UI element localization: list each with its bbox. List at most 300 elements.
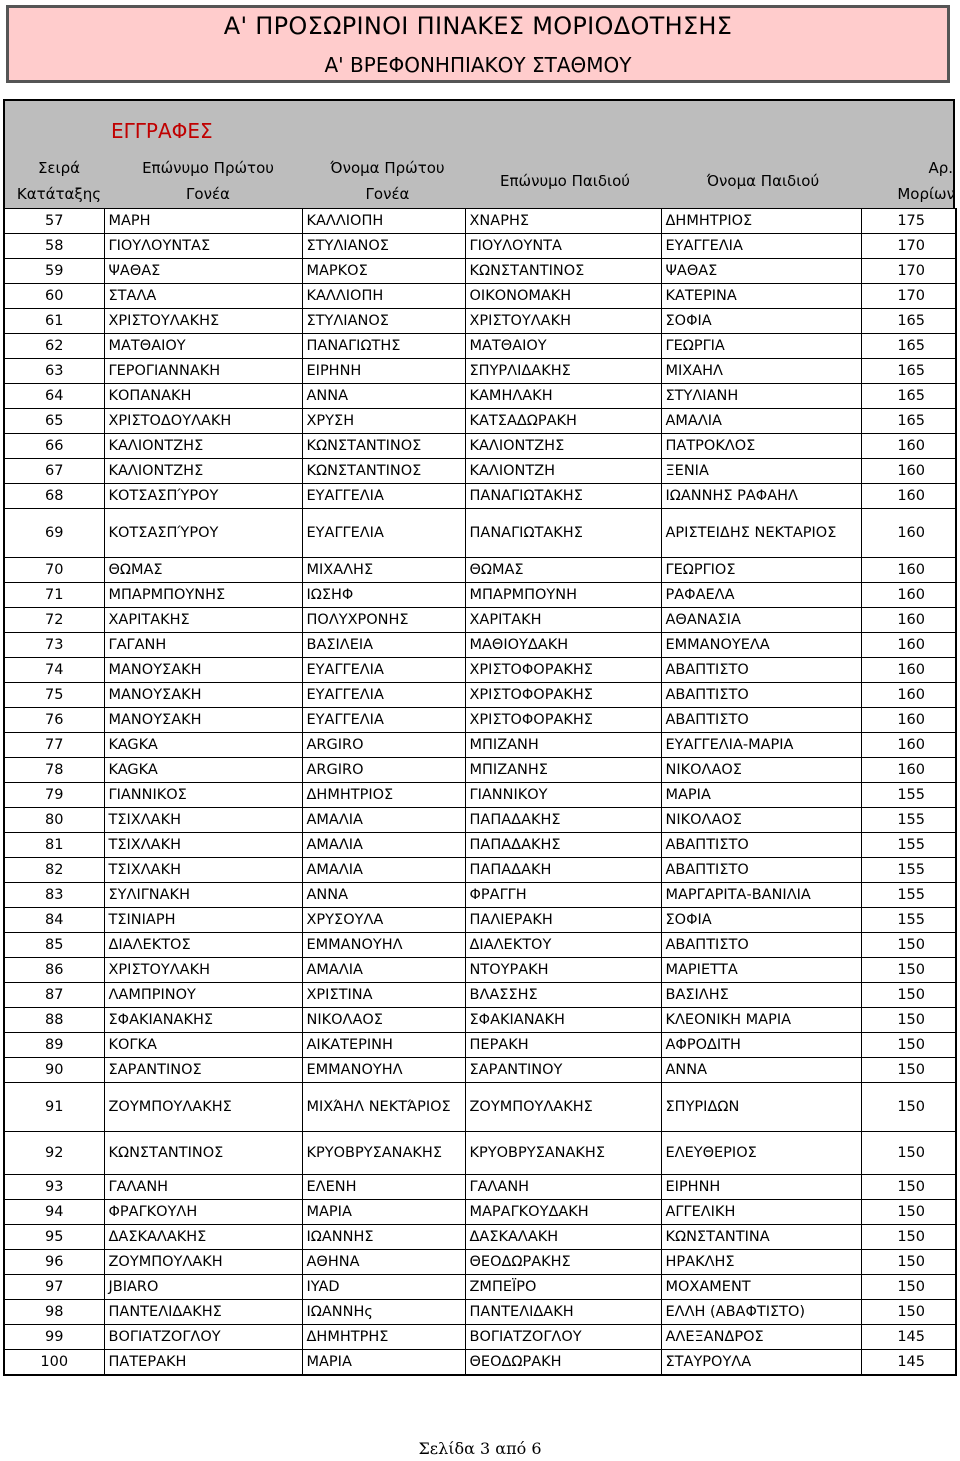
cell-rank: 80 [4, 808, 104, 833]
cell-points: 165 [861, 334, 956, 359]
cell-points: 150 [861, 1175, 956, 1200]
cell-child-name: ΓΕΩΡΓΙΟΣ [661, 558, 861, 583]
cell-rank: 79 [4, 783, 104, 808]
cell-parent-name: ΑΜΑΛΙΑ [302, 808, 465, 833]
cell-child-surname: ΦΡΑΓΓΗ [465, 883, 661, 908]
cell-child-name: ΠΑΤΡΟΚΛΟΣ [661, 434, 861, 459]
cell-child-name: ΣΠΥΡΙΔΩΝ [661, 1083, 861, 1132]
cell-points: 160 [861, 758, 956, 783]
table-row [4, 908, 956, 933]
ranking-table [3, 208, 957, 1376]
cell-points: 160 [861, 708, 956, 733]
cell-child-surname: ΠΑΠΑΔΑΚΗΣ [465, 808, 661, 833]
cell-parent-name: ΑΙΚΑΤΕΡΙΝΗ [302, 1033, 465, 1058]
cell-child-name: ΑΜΑΛΙΑ [661, 409, 861, 434]
table-row [4, 1300, 956, 1325]
cell-parent-surname: ΓΙΟΥΛΟΥΝΤΑΣ [104, 234, 302, 259]
cell-child-name: ΣΟΦΙΑ [661, 908, 861, 933]
cell-child-name: ΑΒΑΠΤΙΣΤΟ [661, 658, 861, 683]
section-title: ΕΓΓΡΑΦΕΣ [111, 119, 213, 143]
cell-parent-name: ΔΗΜΗΤΡΙΟΣ [302, 783, 465, 808]
cell-child-surname: ΜΑΤΘΑΙΟΥ [465, 334, 661, 359]
table-row [4, 933, 956, 958]
cell-points: 160 [861, 683, 956, 708]
table-row [4, 1132, 956, 1175]
cell-parent-surname: ΓΑΓΑΝΗ [104, 633, 302, 658]
cell-child-name: ΜΑΡΙΑ [661, 783, 861, 808]
cell-parent-name: ΙΩΑΝΝΗς [302, 1300, 465, 1325]
cell-parent-name: ΙΩΣΗΦ [302, 583, 465, 608]
cell-child-name: ΒΑΣΙΛΗΣ [661, 983, 861, 1008]
table-row [4, 983, 956, 1008]
cell-rank: 72 [4, 608, 104, 633]
cell-parent-name: ARGIRO [302, 733, 465, 758]
cell-rank: 60 [4, 284, 104, 309]
cell-parent-name: ΚΡΥΟΒΡΥΣΑΝΑΚΗΣ [302, 1132, 465, 1175]
cell-points: 155 [861, 808, 956, 833]
cell-child-surname: ΒΟΓΙΑΤΖΟΓΛΟΥ [465, 1325, 661, 1350]
cell-parent-name: ΧΡΥΣΟΥΛΑ [302, 908, 465, 933]
table-row [4, 284, 956, 309]
cell-points: 150 [861, 1033, 956, 1058]
cell-child-surname: ΖΜΠΕΪΡΟ [465, 1275, 661, 1300]
cell-child-surname: ΠΑΝΤΕΛΙΔΑΚΗ [465, 1300, 661, 1325]
cell-child-name: ΑΒΑΠΤΙΣΤΟ [661, 833, 861, 858]
table-row [4, 1058, 956, 1083]
cell-child-name: ΣΟΦΙΑ [661, 309, 861, 334]
cell-rank: 85 [4, 933, 104, 958]
cell-rank: 87 [4, 983, 104, 1008]
cell-points: 150 [861, 1275, 956, 1300]
cell-child-surname: ΓΙΟΥΛΟΥΝΤΑ [465, 234, 661, 259]
cell-points: 150 [861, 1058, 956, 1083]
cell-child-surname: ΜΑΡΑΓΚΟΥΔΑΚΗ [465, 1200, 661, 1225]
cell-parent-name: IYAD [302, 1275, 465, 1300]
cell-parent-name: ΔΗΜΗΤΡΗΣ [302, 1325, 465, 1350]
table-row [4, 833, 956, 858]
col-header-parent-name-line2: Γονέα [365, 185, 410, 203]
cell-child-name: ΚΛΕΟΝΙΚΗ ΜΑΡΙΑ [661, 1008, 861, 1033]
cell-child-name: ΑΝΝΑ [661, 1058, 861, 1083]
table-row [4, 309, 956, 334]
cell-rank: 78 [4, 758, 104, 783]
cell-child-surname: ΚΑΛΙΟΝΤΖΗ [465, 459, 661, 484]
cell-child-surname: ΚΑΜΗΛΑΚΗ [465, 384, 661, 409]
table-row [4, 384, 956, 409]
cell-child-name: ΑΒΑΠΤΙΣΤΟ [661, 858, 861, 883]
cell-points: 165 [861, 359, 956, 384]
cell-rank: 65 [4, 409, 104, 434]
cell-parent-name: ΑΝΝΑ [302, 384, 465, 409]
table-row [4, 608, 956, 633]
cell-child-name: ΨΑΘΑΣ [661, 259, 861, 284]
cell-parent-surname: ΠΑΤΕΡΑΚΗ [104, 1350, 302, 1376]
cell-rank: 83 [4, 883, 104, 908]
cell-parent-name: ΑΜΑΛΙΑ [302, 833, 465, 858]
col-header-parent-name [305, 155, 470, 207]
cell-parent-surname: ΤΣΙΧΛΑΚΗ [104, 833, 302, 858]
cell-child-surname: ΜΠΑΡΜΠΟΥΝΗ [465, 583, 661, 608]
cell-parent-surname: JBIARO [104, 1275, 302, 1300]
cell-child-surname: ΟΙΚΟΝΟΜΑΚΗ [465, 284, 661, 309]
cell-rank: 93 [4, 1175, 104, 1200]
cell-points: 160 [861, 608, 956, 633]
cell-points: 155 [861, 833, 956, 858]
cell-parent-surname: ΧΑΡΙΤΑΚΗΣ [104, 608, 302, 633]
table-row [4, 658, 956, 683]
cell-parent-name: ΑΘΗΝΑ [302, 1250, 465, 1275]
col-header-rank-line2: Κατάταξης [16, 185, 102, 203]
cell-rank: 64 [4, 384, 104, 409]
cell-child-name: ΑΒΑΠΤΙΣΤΟ [661, 708, 861, 733]
cell-parent-surname: ΨΑΘΑΣ [104, 259, 302, 284]
cell-points: 170 [861, 234, 956, 259]
cell-parent-surname: ΜΑΝΟΥΣΑΚΗ [104, 683, 302, 708]
cell-parent-surname: ΘΩΜΑΣ [104, 558, 302, 583]
cell-rank: 100 [4, 1350, 104, 1376]
cell-child-name: ΣΤΑΥΡΟΥΛΑ [661, 1350, 861, 1376]
cell-points: 155 [861, 883, 956, 908]
cell-points: 145 [861, 1350, 956, 1376]
table-row [4, 1350, 956, 1376]
cell-parent-surname: ΤΣΙΝΙΑΡΗ [104, 908, 302, 933]
cell-child-surname: ΚΑΤΣΑΔΩΡΑΚΗ [465, 409, 661, 434]
cell-child-surname: ΓΙΑΝΝΙΚΟΥ [465, 783, 661, 808]
cell-points: 150 [861, 933, 956, 958]
cell-parent-surname: ΣΥΛΙΓΝΑΚΗ [104, 883, 302, 908]
cell-child-surname: ΖΟΥΜΠΟΥΛΑΚΗΣ [465, 1083, 661, 1132]
cell-child-surname: ΒΛΑΣΣΗΣ [465, 983, 661, 1008]
cell-points: 150 [861, 1250, 956, 1275]
cell-child-surname: ΚΡΥΟΒΡΥΣΑΝΑΚΗΣ [465, 1132, 661, 1175]
table-row [4, 234, 956, 259]
table-row [4, 209, 956, 234]
cell-rank: 84 [4, 908, 104, 933]
cell-child-surname: ΧΑΡΙΤΑΚΗ [465, 608, 661, 633]
cell-rank: 96 [4, 1250, 104, 1275]
cell-child-surname: ΔΑΣΚΑΛΑΚΗ [465, 1225, 661, 1250]
col-header-rank [13, 155, 105, 207]
cell-parent-surname: ΓΙΑΝΝΙΚΟΣ [104, 783, 302, 808]
cell-parent-surname: ΚΑΛΙΟΝΤΖΗΣ [104, 459, 302, 484]
cell-child-surname: ΜΠΙΖΑΝΗ [465, 733, 661, 758]
cell-parent-name: ΑΜΑΛΙΑ [302, 958, 465, 983]
cell-parent-name: ΕΥΑΓΓΕΛΙΑ [302, 708, 465, 733]
table-row [4, 459, 956, 484]
cell-parent-name: ΑΝΝΑ [302, 883, 465, 908]
cell-points: 165 [861, 309, 956, 334]
cell-parent-surname: ΚΩΝΣΤΑΝΤΙΝΟΣ [104, 1132, 302, 1175]
cell-rank: 76 [4, 708, 104, 733]
cell-points: 160 [861, 583, 956, 608]
cell-parent-surname: ΜΑΝΟΥΣΑΚΗ [104, 708, 302, 733]
cell-parent-surname: ΜΑΝΟΥΣΑΚΗ [104, 658, 302, 683]
cell-parent-surname: ΤΣΙΧΛΑΚΗ [104, 808, 302, 833]
cell-points: 150 [861, 1132, 956, 1175]
cell-parent-name: ΝΙΚΟΛΑΟΣ [302, 1008, 465, 1033]
cell-points: 150 [861, 1300, 956, 1325]
cell-child-surname: ΠΕΡΑΚΗ [465, 1033, 661, 1058]
cell-rank: 58 [4, 234, 104, 259]
cell-parent-name: ΕΜΜΑΝΟΥΗΛ [302, 1058, 465, 1083]
cell-rank: 86 [4, 958, 104, 983]
cell-rank: 71 [4, 583, 104, 608]
cell-rank: 69 [4, 509, 104, 558]
cell-child-surname: ΚΑΛΙΟΝΤΖΗΣ [465, 434, 661, 459]
cell-child-name: ΚΩΝΣΤΑΝΤΙΝΑ [661, 1225, 861, 1250]
cell-parent-name: ΚΑΛΛΙΟΠΗ [302, 284, 465, 309]
cell-child-surname: ΧΡΙΣΤΟΦΟΡΑΚΗΣ [465, 708, 661, 733]
cell-child-name: ΜΑΡΓΑΡΙΤΑ-ΒΑΝΙΛΙΑ [661, 883, 861, 908]
cell-parent-name: ΕΥΑΓΓΕΛΙΑ [302, 658, 465, 683]
table-row [4, 509, 956, 558]
cell-child-name: ΕΜΜΑΝΟΥΕΛΑ [661, 633, 861, 658]
cell-child-name: ΣΤΥΛΙΑΝΗ [661, 384, 861, 409]
cell-rank: 77 [4, 733, 104, 758]
cell-parent-surname: ΔΑΣΚΑΛΑΚΗΣ [104, 1225, 302, 1250]
ranking-table-body [4, 209, 956, 1376]
cell-parent-name: ΚΩΝΣΤΑΝΤΙΝΟΣ [302, 434, 465, 459]
cell-child-name: ΚΑΤΕΡΙΝΑ [661, 284, 861, 309]
cell-parent-name: ΕΥΑΓΓΕΛΙΑ [302, 484, 465, 509]
table-row [4, 1275, 956, 1300]
cell-points: 155 [861, 908, 956, 933]
table-row [4, 1200, 956, 1225]
col-header-child-surname: Επώνυμο Παιδιού [500, 172, 630, 190]
cell-parent-name: ΣΤΥΛΙΑΝΟΣ [302, 309, 465, 334]
cell-points: 165 [861, 384, 956, 409]
cell-child-surname: ΠΑΛΙΕΡΑΚΗ [465, 908, 661, 933]
cell-parent-name: ΒΑΣΙΛΕΙΑ [302, 633, 465, 658]
cell-child-name: ΑΦΡΟΔΙΤΗ [661, 1033, 861, 1058]
col-header-points-line2: Μορίων [897, 185, 955, 203]
cell-points: 160 [861, 658, 956, 683]
cell-parent-name: ΜΙΧΑΛΗΣ [302, 558, 465, 583]
cell-child-name: ΕΛΕΥΘΕΡΙΟΣ [661, 1132, 861, 1175]
col-header-child-name: Όνομα Παιδιού [706, 172, 820, 190]
cell-rank: 63 [4, 359, 104, 384]
cell-child-name: ΑΘΑΝΑΣΙΑ [661, 608, 861, 633]
cell-points: 165 [861, 409, 956, 434]
cell-child-name: ΞΕΝΙΑ [661, 459, 861, 484]
cell-child-name: ΓΕΩΡΓΙΑ [661, 334, 861, 359]
cell-parent-name: ΠΟΛΥΧΡΟΝΗΣ [302, 608, 465, 633]
table-row [4, 783, 956, 808]
cell-points: 150 [861, 1225, 956, 1250]
cell-parent-surname: ΣΑΡΑΝΤΙΝΟΣ [104, 1058, 302, 1083]
cell-child-name: ΜΙΧΑΗΛ [661, 359, 861, 384]
cell-points: 145 [861, 1325, 956, 1350]
cell-rank: 57 [4, 209, 104, 234]
cell-parent-surname: ΔΙΑΛΕΚΤΟΣ [104, 933, 302, 958]
cell-points: 160 [861, 459, 956, 484]
cell-parent-surname: ΚΟΤΣΑΣΠΎΡΟΥ [104, 509, 302, 558]
cell-child-surname: ΘΕΟΔΩΡΑΚΗ [465, 1350, 661, 1376]
table-row [4, 484, 956, 509]
cell-parent-name: ΧΡΥΣΗ [302, 409, 465, 434]
cell-rank: 98 [4, 1300, 104, 1325]
cell-child-surname: ΠΑΝΑΓΙΩΤΑΚΗΣ [465, 509, 661, 558]
table-row [4, 259, 956, 284]
cell-parent-name: ΙΩΑΝΝΗΣ [302, 1225, 465, 1250]
cell-child-surname: ΠΑΠΑΔΑΚΗΣ [465, 833, 661, 858]
cell-parent-name: ΜΑΡΚΟΣ [302, 259, 465, 284]
table-row [4, 758, 956, 783]
cell-parent-surname: ΓΕΡΟΓΙΑΝΝΑΚΗ [104, 359, 302, 384]
col-header-rank-line1: Σειρά [37, 159, 81, 177]
cell-parent-surname: KAGKA [104, 758, 302, 783]
cell-points: 175 [861, 209, 956, 234]
col-header-parent-surname [109, 155, 307, 207]
cell-rank: 59 [4, 259, 104, 284]
table-row [4, 1250, 956, 1275]
page-subtitle: Α' ΒΡΕΦΟΝΗΠΙΑΚΟΥ ΣΤΑΘΜΟΥ [324, 53, 632, 77]
cell-parent-name: ΑΜΑΛΙΑ [302, 858, 465, 883]
cell-child-name: ΜΑΡΙΕΤΤΑ [661, 958, 861, 983]
cell-rank: 97 [4, 1275, 104, 1300]
cell-rank: 74 [4, 658, 104, 683]
cell-child-surname: ΘΕΟΔΩΡΑΚΗΣ [465, 1250, 661, 1275]
cell-child-name: ΙΩΑΝΝΗΣ ΡΑΦΑΗΛ [661, 484, 861, 509]
cell-child-name: ΑΛΕΞΑΝΔΡΟΣ [661, 1325, 861, 1350]
cell-child-name: ΕΥΑΓΓΕΛΙΑ-ΜΑΡΙΑ [661, 733, 861, 758]
table-row [4, 359, 956, 384]
cell-child-name: ΗΡΑΚΛΗΣ [661, 1250, 861, 1275]
table-row [4, 683, 956, 708]
table-row [4, 1175, 956, 1200]
cell-parent-surname: ΜΠΑΡΜΠΟΥΝΗΣ [104, 583, 302, 608]
cell-parent-surname: ΖΟΥΜΠΟΥΛΑΚΗΣ [104, 1083, 302, 1132]
col-header-points [863, 155, 957, 207]
cell-parent-surname: ΚΟΤΣΑΣΠΎΡΟΥ [104, 484, 302, 509]
cell-parent-name: ΚΑΛΛΙΟΠΗ [302, 209, 465, 234]
cell-points: 150 [861, 1083, 956, 1132]
cell-parent-name: ΕΥΑΓΓΕΛΙΑ [302, 509, 465, 558]
table-row [4, 1033, 956, 1058]
cell-parent-name: ΣΤΥΛΙΑΝΟΣ [302, 234, 465, 259]
cell-points: 160 [861, 434, 956, 459]
cell-child-name: ΡΑΦΑΕΛΑ [661, 583, 861, 608]
cell-parent-surname: ΧΡΙΣΤΟΥΛΑΚΗ [104, 958, 302, 983]
cell-child-surname: ΠΑΠΑΔΑΚΗ [465, 858, 661, 883]
cell-parent-surname: ΣΤΑΛΑ [104, 284, 302, 309]
cell-parent-surname: ΒΟΓΙΑΤΖΟΓΛΟΥ [104, 1325, 302, 1350]
cell-parent-name: ΕΛΕΝΗ [302, 1175, 465, 1200]
cell-parent-surname: ΓΑΛΑΝΗ [104, 1175, 302, 1200]
cell-parent-surname: ΧΡΙΣΤΟΔΟΥΛΑΚΗ [104, 409, 302, 434]
cell-child-surname: ΚΩΝΣΤΑΝΤΙΝΟΣ [465, 259, 661, 284]
cell-parent-surname: ΚΑΛΙΟΝΤΖΗΣ [104, 434, 302, 459]
cell-rank: 81 [4, 833, 104, 858]
cell-rank: 68 [4, 484, 104, 509]
table-row [4, 958, 956, 983]
cell-points: 160 [861, 733, 956, 758]
cell-points: 150 [861, 958, 956, 983]
cell-points: 160 [861, 558, 956, 583]
cell-child-name: ΝΙΚΟΛΑΟΣ [661, 808, 861, 833]
cell-child-surname: ΜΠΙΖΑΝΗΣ [465, 758, 661, 783]
cell-child-surname: ΣΠΥΡΛΙΔΑΚΗΣ [465, 359, 661, 384]
cell-points: 155 [861, 783, 956, 808]
table-row [4, 733, 956, 758]
cell-rank: 73 [4, 633, 104, 658]
cell-child-name: ΔΗΜΗΤΡΙΟΣ [661, 209, 861, 234]
col-header-parent-surname-line1: Επώνυμο Πρώτου [142, 159, 274, 177]
cell-rank: 75 [4, 683, 104, 708]
cell-child-name: ΑΡΙΣΤΕΙΔΗΣ ΝΕΚΤΑΡΙΟΣ [661, 509, 861, 558]
cell-child-name: ΑΒΑΠΤΙΣΤΟ [661, 683, 861, 708]
cell-child-surname: ΜΑΘΙΟΥΔΑΚΗ [465, 633, 661, 658]
cell-rank: 66 [4, 434, 104, 459]
cell-child-name: ΝΙΚΟΛΑΟΣ [661, 758, 861, 783]
cell-rank: 94 [4, 1200, 104, 1225]
cell-parent-name: ΜΑΡΙΑ [302, 1200, 465, 1225]
cell-parent-surname: KAGKA [104, 733, 302, 758]
cell-rank: 90 [4, 1058, 104, 1083]
page-footer: Σελίδα 3 από 6 [418, 1439, 542, 1458]
cell-child-surname: ΓΑΛΑΝΗ [465, 1175, 661, 1200]
cell-parent-surname: ΠΑΝΤΕΛΙΔΑΚΗΣ [104, 1300, 302, 1325]
cell-parent-surname: ΧΡΙΣΤΟΥΛΑΚΗΣ [104, 309, 302, 334]
table-row [4, 1325, 956, 1350]
cell-rank: 70 [4, 558, 104, 583]
cell-points: 150 [861, 983, 956, 1008]
cell-parent-name: ΚΩΝΣΤΑΝΤΙΝΟΣ [302, 459, 465, 484]
cell-parent-name: ΧΡΙΣΤΙΝΑ [302, 983, 465, 1008]
cell-parent-surname: ΖΟΥΜΠΟΥΛΑΚΗ [104, 1250, 302, 1275]
cell-parent-surname: ΤΣΙΧΛΑΚΗ [104, 858, 302, 883]
cell-parent-name: ΕΙΡΗΝΗ [302, 359, 465, 384]
table-row [4, 334, 956, 359]
table-header-section [3, 99, 955, 209]
col-header-parent-name-line1: Όνομα Πρώτου [330, 159, 445, 177]
cell-child-surname: ΘΩΜΑΣ [465, 558, 661, 583]
cell-parent-name: ΕΥΑΓΓΕΛΙΑ [302, 683, 465, 708]
cell-points: 150 [861, 1200, 956, 1225]
table-row [4, 583, 956, 608]
cell-rank: 99 [4, 1325, 104, 1350]
cell-child-name: ΕΛΛΗ (ΑΒΑΦΤΙΣΤΟ) [661, 1300, 861, 1325]
cell-points: 155 [861, 858, 956, 883]
cell-parent-surname: ΚΟΠΑΝΑΚΗ [104, 384, 302, 409]
cell-parent-name: ΜΑΡΙΑ [302, 1350, 465, 1376]
table-row [4, 808, 956, 833]
cell-child-surname: ΝΤΟΥΡΑΚΗ [465, 958, 661, 983]
cell-parent-surname: ΜΑΤΘΑΙΟΥ [104, 334, 302, 359]
cell-points: 150 [861, 1008, 956, 1033]
table-row [4, 558, 956, 583]
cell-parent-name: ARGIRO [302, 758, 465, 783]
table-row [4, 633, 956, 658]
table-row [4, 858, 956, 883]
table-row [4, 1225, 956, 1250]
title-box [6, 5, 950, 83]
cell-points: 160 [861, 484, 956, 509]
table-row [4, 409, 956, 434]
col-header-parent-surname-line2: Γονέα [186, 185, 230, 203]
cell-points: 160 [861, 633, 956, 658]
cell-rank: 62 [4, 334, 104, 359]
table-row [4, 883, 956, 908]
cell-child-surname: ΧΡΙΣΤΟΦΟΡΑΚΗΣ [465, 658, 661, 683]
cell-rank: 67 [4, 459, 104, 484]
cell-parent-surname: ΜΑΡΗ [104, 209, 302, 234]
page-title: Α' ΠΡΟΣΩΡΙΝΟΙ ΠΙΝΑΚΕΣ ΜΟΡΙΟΔΟΤΗΣΗΣ [223, 12, 733, 40]
cell-rank: 91 [4, 1083, 104, 1132]
table-row [4, 1008, 956, 1033]
cell-rank: 95 [4, 1225, 104, 1250]
cell-points: 170 [861, 284, 956, 309]
